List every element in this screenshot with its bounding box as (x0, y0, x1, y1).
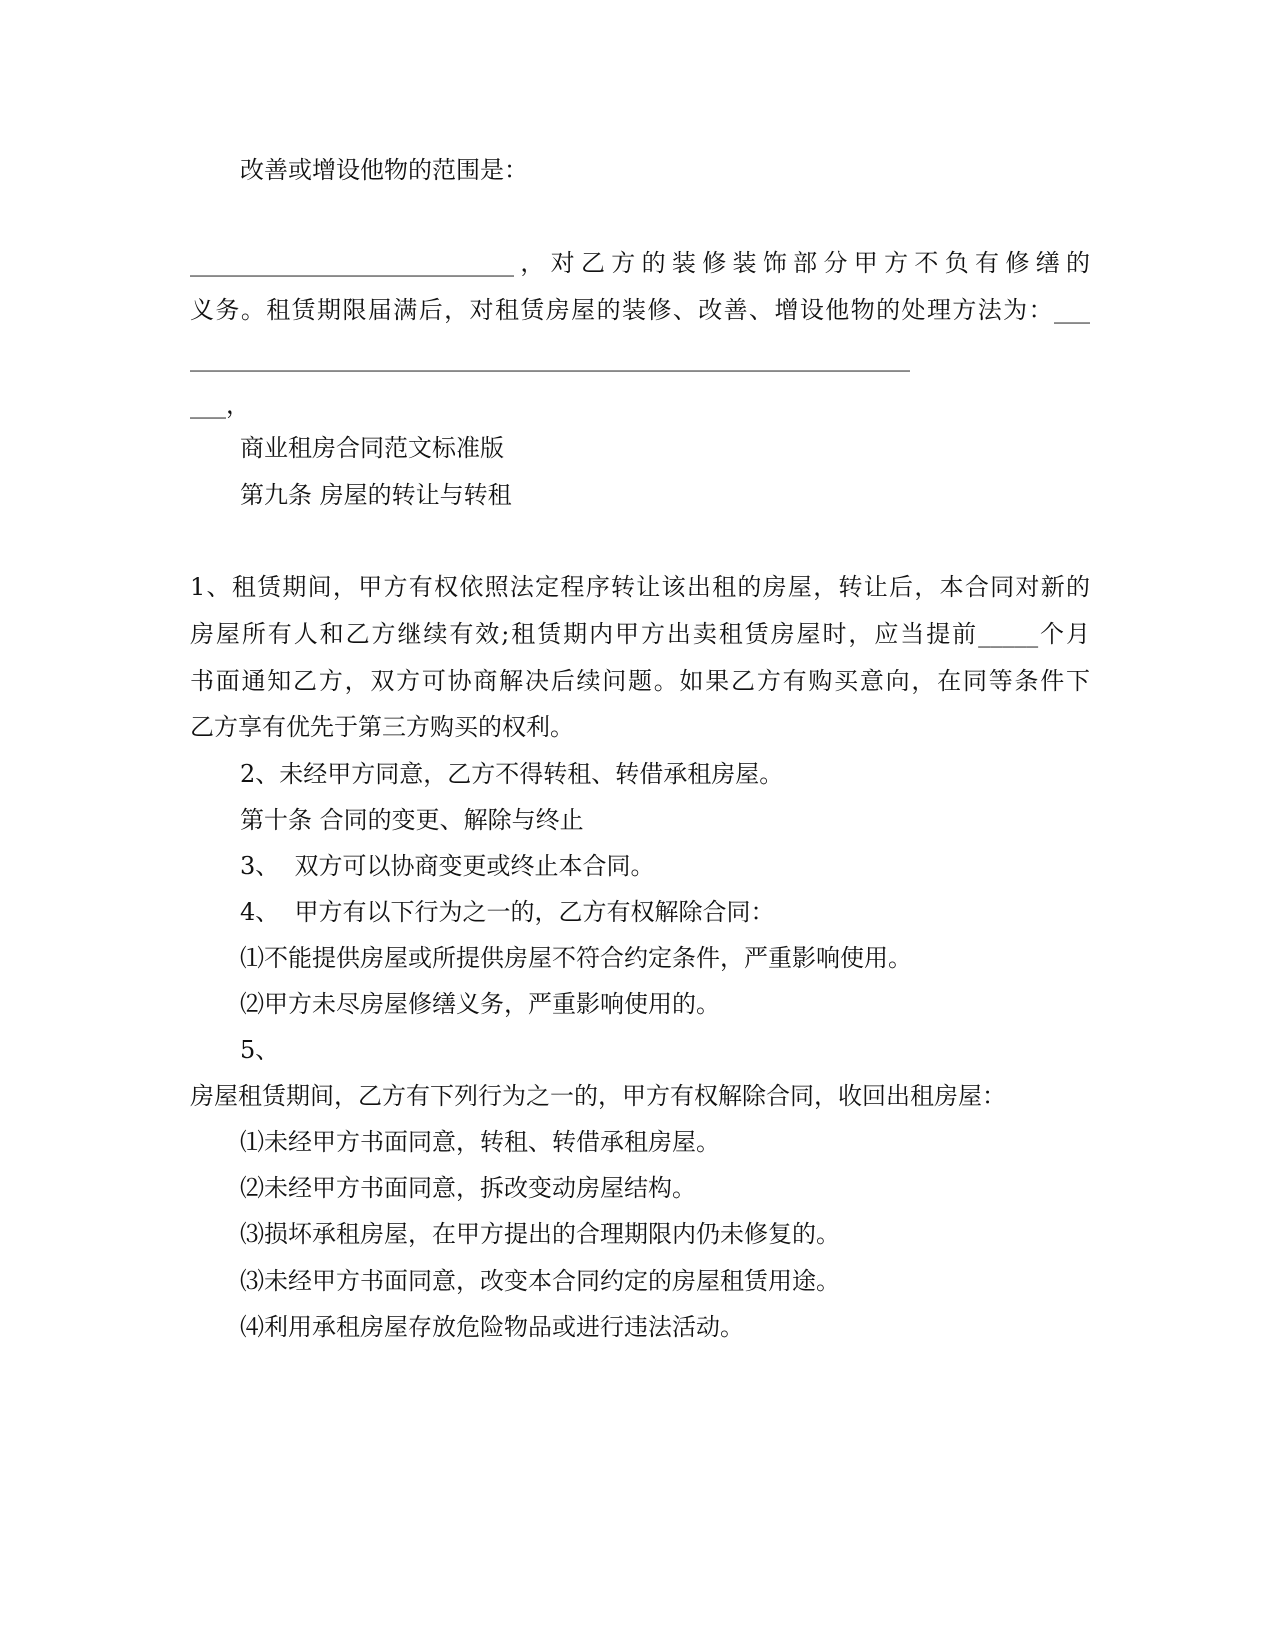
article-10-clause-5: 房屋租赁期间，乙方有下列行为之一的，甲方有权解除合同，收回出租房屋： (190, 1082, 1006, 1110)
article-9-clause-2: 2、未经甲方同意，乙方不得转租、转借承租房屋。 (240, 760, 784, 788)
article-10-clause-4: 4、 甲方有以下行为之一的，乙方有权解除合同： (240, 898, 775, 926)
article-10-heading: 第十条 合同的变更、解除与终止 (240, 806, 584, 834)
text-line-blank-end: ___， (190, 391, 250, 419)
text-line-contract-title: 商业租房合同范文标准版 (240, 434, 504, 462)
article-10-clause-5-item-3: ⑶损坏承租房屋，在甲方提出的合理期限内仍未修复的。 (240, 1220, 840, 1248)
text-line-scope-heading: 改善或增设他物的范围是： (240, 156, 528, 184)
article-10-clause-5-item-4: ⑶未经甲方书面同意，改变本合同约定的房屋租赁用途。 (240, 1267, 840, 1295)
article-10-clause-4-item-2: ⑵甲方未尽房屋修缮义务，严重影响使用的。 (240, 990, 720, 1018)
article-10-clause-5-number: 5、 (240, 1036, 280, 1064)
text-line-blank-decoration: ___________________________，对乙方的装修装饰部分甲方不负有修缮的 (190, 249, 1090, 277)
article-9-clause-1-line-4: 乙方享有优先于第三方购买的权利。 (190, 713, 574, 741)
article-10-clause-4-item-1: ⑴不能提供房屋或所提供房屋不符合约定条件，严重影响使用。 (240, 944, 912, 972)
article-9-clause-1-line-2: 房屋所有人和乙方继续有效;租赁期内甲方出卖租赁房屋时，应当提前_____个月 (190, 620, 1090, 648)
article-10-clause-5-item-1: ⑴未经甲方书面同意，转租、转借承租房屋。 (240, 1128, 720, 1156)
article-10-clause-5-item-2: ⑵未经甲方书面同意，拆改变动房屋结构。 (240, 1174, 696, 1202)
article-9-heading: 第九条 房屋的转让与转租 (240, 481, 512, 509)
article-10-clause-3: 3、 双方可以协商变更或终止本合同。 (240, 852, 655, 880)
text-line-blank-fill: ____________________________________________________________ (190, 344, 910, 372)
text-line-handling-method: 义务。租赁期限届满后，对租赁房屋的装修、改善、增设他物的处理方法为：___ (190, 296, 1090, 324)
article-9-clause-1-line-1: 1、租赁期间，甲方有权依照法定程序转让该出租的房屋，转让后，本合同对新的 (190, 573, 1090, 601)
article-9-clause-1-line-3: 书面通知乙方，双方可协商解决后续问题。如果乙方有购买意向，在同等条件下 (190, 667, 1090, 695)
article-10-clause-5-item-5: ⑷利用承租房屋存放危险物品或进行违法活动。 (240, 1313, 744, 1341)
